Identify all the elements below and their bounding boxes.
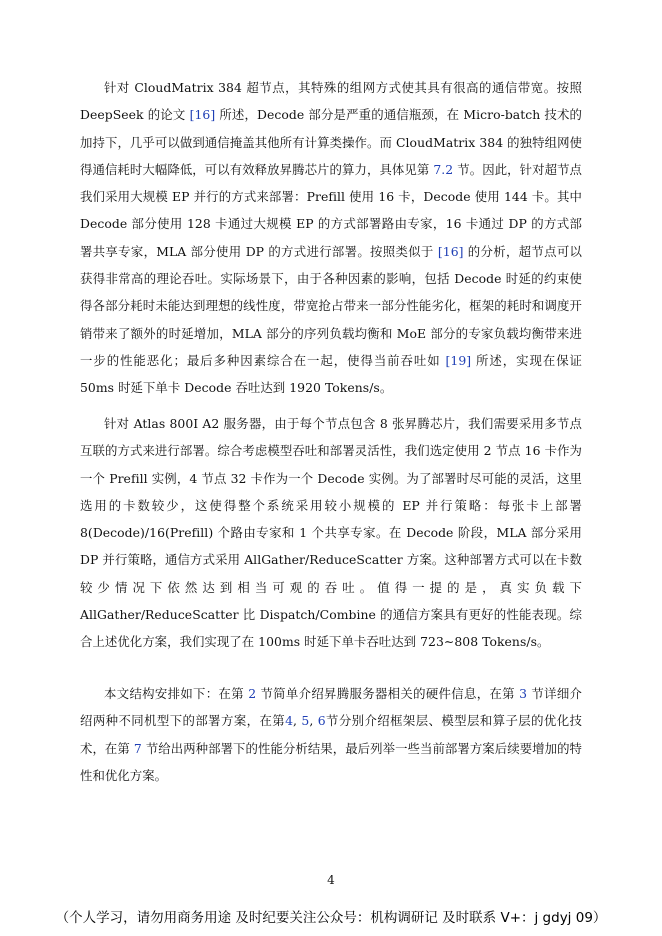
reference-link[interactable]: [16]	[189, 107, 216, 123]
reference-link[interactable]: [16]	[437, 243, 464, 259]
page-number: 4	[327, 873, 335, 887]
reference-link[interactable]: 4	[285, 713, 294, 729]
reference-link[interactable]: 7	[133, 740, 142, 756]
paragraph-text: 针对 Atlas 800I A2 服务器，由于每个节点包含 8 张昇腾芯片，我们需要采用多节点互联的方式来进行部署。综合考虑模型吞吐和部署灵活性，我们选定使用 2 节点 16 卡作为一个 Prefill 实例，4 节点 32 卡作为一个 Decode 实例。为了部署时尽可能的灵活，这里选用的卡数较少，这使得整个系统采用较小规模的 EP 并行策略：每张卡上部署 8(Decode)/16(Prefill) 个路由专家和 1 个共享专家。在 Decode 阶段，MLA 部分采用 DP 并行策略，通信方式采用 AllGather/ReduceScatter 方案。这种部署方式可以在卡数较少情况下依然达到相当可观的吞吐。值得一提的是，真实负载下 AllGather/ReduceScatter 比 Dispatch/Combine 的通信方案具有更好的性能表现。综合上述优化方案，我们实现了在 100ms 时延下单卡吞吐达到 723∼808 Tokens/s。	[80, 416, 582, 650]
paragraph-text: 所述，实现在保证 50ms 时延下单卡 Decode 吞吐达到 1920 Tokens/s。	[80, 352, 582, 396]
reference-link[interactable]: [19]	[445, 352, 472, 368]
reference-link[interactable]: 7.2	[433, 161, 454, 177]
paragraph-text: 节给出两种部署下的性能分析结果，最后列举一些当前部署方案后续要增加的特性和优化方案。	[80, 740, 582, 783]
footer-note: （个人学习，请勿用商务用途 及时纪要关注公众号：机构调研记 及时联系 V+：j gdyj 09）	[55, 910, 607, 926]
paragraph-cloudmatrix-deployment	[80, 74, 582, 402]
paragraph-text: ,	[309, 713, 318, 729]
paragraph-text: 节分别介绍框架层、模型层和算子层的优化技术，在第	[80, 713, 582, 756]
paragraph-text: 节。因此，针对超节点我们采用大规模 EP 并行的方式来部署：Prefill 使用 16 卡，Decode 使用 144 卡。其中 Decode 部分使用 128 卡通过大规模 EP 的方式部署路由专家，16 卡通过 DP 的方式部署共享专家，MLA 部分使用 DP 的方式进行部署。按照类似于	[80, 161, 582, 259]
reference-link[interactable]: 5	[301, 713, 310, 729]
paragraph-paper-structure	[80, 680, 582, 789]
reference-link[interactable]: 6	[317, 713, 326, 729]
reference-link[interactable]: 2	[248, 686, 257, 701]
reference-link[interactable]: 3	[519, 686, 528, 701]
paragraph-text: ,	[293, 713, 302, 729]
paragraph-atlas-800i-deployment	[80, 410, 582, 656]
paragraph-text: 针对 CloudMatrix 384 超节点，其特殊的组网方式使其具有很高的通信带宽。按照 DeepSeek 的论文	[80, 80, 582, 123]
paragraph-text: 节简单介绍昇腾服务器相关的硬件信息，在第	[256, 686, 520, 701]
paragraph-text: 本文结构安排如下：在第	[104, 686, 249, 701]
paragraph-text: 所述，Decode 部分是严重的通信瓶颈，在 Micro-batch 技术的加持下，几乎可以做到通信掩盖其他所有计算类操作。而 CloudMatrix 384 的独特组网使得通信耗时大幅降低，可以有效释放昇腾芯片的算力，具体见第	[80, 107, 582, 177]
paragraph-text: 的分析，超节点可以获得非常高的理论吞吐。实际场景下，由于各种因素的影响，包括 Decode 时延的约束使得各部分耗时未能达到理想的线性度，带宽抢占带来一部分性能劣化，框架的耗时和调度开销带来了额外的时延增加，MLA 部分的序列负载均衡和 MoE 部分的专家负载均衡带来进一步的性能恶化；最后多种因素综合在一起，使得当前吞吐如	[80, 243, 582, 368]
paragraph-text: 节详细介绍两种不同机型下的部署方案，在第	[80, 686, 582, 729]
